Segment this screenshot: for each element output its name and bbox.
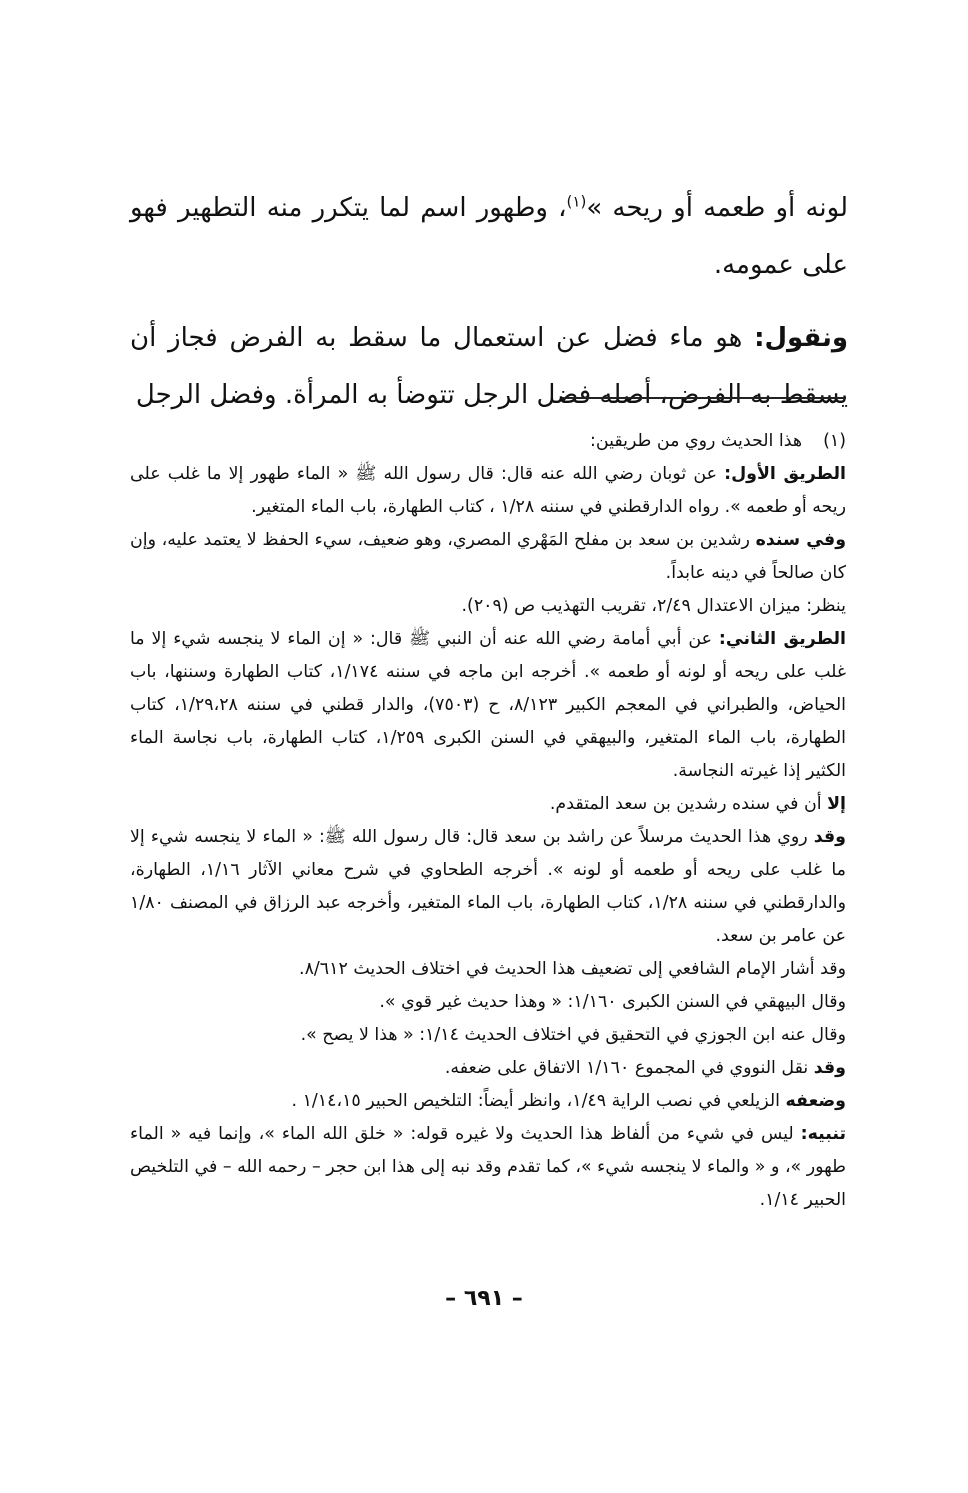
paragraph-1	[130, 180, 848, 294]
footnote-paragraph-text: وقد أشار الإمام الشافعي إلى تضعيف هذا الحديث في اختلاف الحديث ٨/٦١٢.	[299, 959, 846, 979]
footnote-lines	[130, 458, 846, 1217]
footnote-paragraph	[130, 821, 846, 953]
footnote-paragraph-text: نقل النووي في المجموع ١/١٦٠ الاتفاق على ضعفه.	[444, 1058, 814, 1078]
footnote-paragraph-lead: إلا	[827, 794, 846, 814]
footnote-paragraph-text: رشدين بن سعد بن مفلح المَهْري المصري، وهو ضعيف، سيء الحفظ لا يعتمد عليه، وإن كان صالحاً في دينه عابداً.	[130, 530, 846, 583]
footnote-1-header	[130, 425, 846, 458]
footnote-paragraph	[130, 458, 846, 524]
footnotes	[130, 425, 846, 1217]
footnote-paragraph-lead: وقد	[813, 1058, 846, 1078]
footnote-intro: هذا الحديث روي من طريقين:	[589, 431, 802, 451]
footnote-paragraph-lead: تنبيه:	[800, 1124, 846, 1144]
footnote-paragraph	[130, 1118, 846, 1217]
footnote-paragraph-lead: وقد	[813, 827, 846, 847]
footnote-paragraph-text: ينظر: ميزان الاعتدال ٢/٤٩، تقريب التهذيب ص (٢٠٩).	[461, 596, 846, 616]
footnote-paragraph	[130, 986, 846, 1019]
paragraph-1-text-end: ، وطهور اسم لما يتكرر منه التطهير فهو على عمومه.	[130, 193, 848, 280]
footnote-paragraph	[130, 1052, 846, 1085]
footnote-paragraph-lead: وفي سنده	[755, 530, 847, 550]
paragraph-2	[130, 310, 848, 424]
paragraph-1-text-start: لونه أو طعمه أو ريحه »	[586, 193, 849, 223]
footnote-paragraph-text: عن أبي أمامة رضي الله عنه أن النبي ﷺ قال: « إن الماء لا ينجسه شيء إلا ما غلب على ريحه أو لونه أو طعمه ». أخرجه ابن ماجه في سننه ١/١٧٤، كتاب الطهارة وسننها، باب الحياض، والطبراني في المعجم الكبير ٨/١٢٣، ح (٧٥٠٣)، والدار قطني في سننه ١/٢٩،٢٨، كتاب الطهارة، باب الماء المتغير، والبيهقي في السنن الكبرى ١/٢٥٩، كتاب الطهارة، باب نجاسة الماء الكثير إذا غيرته النجاسة.	[130, 629, 847, 781]
footnote-paragraph-text: الزيلعي في نصب الراية ١/٤٩، وانظر أيضاً: التلخيص الحبير ١/١٤،١٥ .	[291, 1091, 786, 1111]
footnote-separator	[562, 397, 846, 399]
footnote-paragraph-lead: وضعفه	[785, 1091, 846, 1111]
footnote-paragraph	[130, 623, 846, 788]
footnote-paragraph-text: ليس في شيء من ألفاظ هذا الحديث ولا غيره قوله: « خلق الله الماء »، وإنما فيه « الماء طهور »، و « والماء لا ينجسه شيء »، كما تقدم وقد نبه إلى هذا ابن حجر – رحمه الله – في التلخيص الحبير ١/١٤.	[130, 1124, 846, 1210]
footnote-paragraph	[130, 1019, 846, 1052]
footnote-paragraph-text: أن في سنده رشدين بن سعد المتقدم.	[549, 794, 828, 814]
footnote-paragraph-lead: الطريق الثاني:	[718, 629, 847, 649]
footnote-paragraph	[130, 953, 846, 986]
footnote-paragraph-text: عن ثوبان رضي الله عنه قال: قال رسول الله ﷺ « الماء طهور إلا ما غلب على ريحه أو طعمه ». رواه الدارقطني في سننه ١/٢٨ ، كتاب الطهارة، باب الماء المتغير.	[130, 464, 846, 517]
paragraph-2-text: هو ماء فضل عن استعمال ما سقط به الفرض فجاز أن يسقط به الفرض، أصله فضل الرجل تتوضأ به المرأة. وفضل الرجل	[130, 323, 848, 410]
footnote-number: (١)	[823, 431, 846, 451]
footnote-paragraph	[130, 788, 846, 821]
footnote-reference: (١)	[566, 192, 587, 211]
paragraph-2-lead: ونقول:	[754, 323, 848, 353]
footnote-paragraph-lead: الطريق الأول:	[724, 464, 846, 484]
footnote-paragraph	[130, 1085, 846, 1118]
footnote-paragraph	[130, 524, 846, 590]
page-number: – ٦٩١ –	[445, 1286, 523, 1311]
footnote-paragraph-text: وقال عنه ابن الجوزي في التحقيق في اختلاف الحديث ١/١٤: « هذا لا يصح ».	[300, 1025, 846, 1045]
footnote-paragraph	[130, 590, 846, 623]
footnote-paragraph-text: وقال البيهقي في السنن الكبرى ١/١٦٠: « وهذا حديث غير قوي ».	[379, 992, 846, 1012]
main-text	[130, 180, 848, 424]
footnote-paragraph-text: روي هذا الحديث مرسلاً عن راشد بن سعد قال: قال رسول الله ﷺ: « الماء لا ينجسه شيء إلا ما غلب على ريحه أو طعمه أو لونه ». أخرجه الطحاوي في شرح معاني الآثار ١/١٦، الطهارة، والدارقطني في سننه ١/٢٨، كتاب الطهارة، باب الماء المتغير، وأخرجه عبد الرزاق في المصنف ١/٨٠ عن عامر بن سعد.	[130, 827, 847, 946]
